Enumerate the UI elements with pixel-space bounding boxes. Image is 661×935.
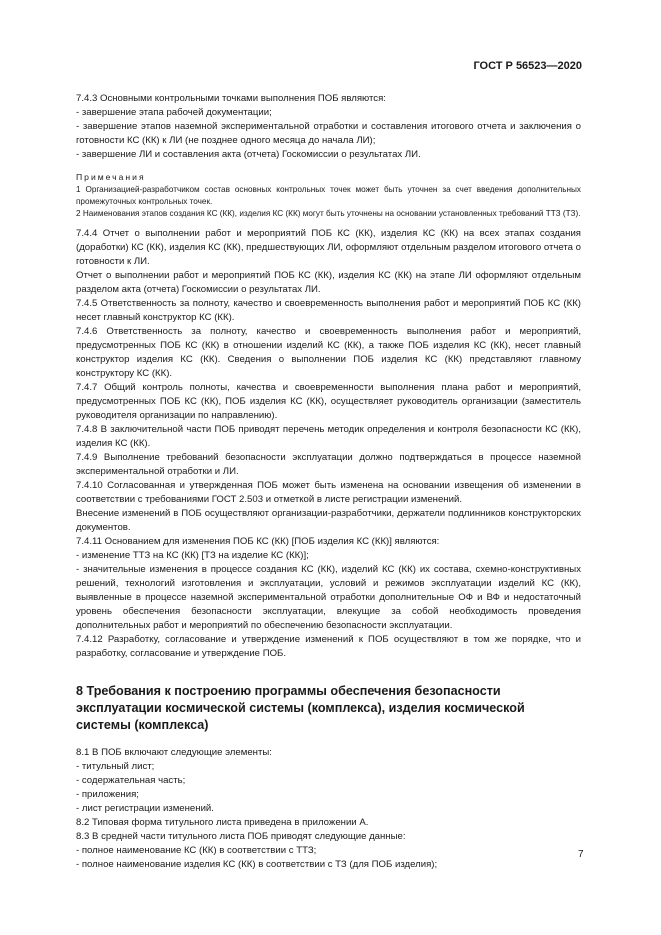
list-item: - изменение ТТЗ на КС (КК) [ТЗ на изделие КС (КК)]; — [76, 550, 309, 561]
paragraph: Внесение изменений в ПОБ осуществляют организации-разработчики, держатели подлинников конструкторских документов. — [76, 508, 581, 533]
list-item: - лист регистрации изменений. — [76, 803, 214, 814]
document-id: ГОСТ Р 56523—2020 — [473, 60, 582, 72]
paragraph: Отчет о выполнении работ и мероприятий ПОБ КС (КК), изделия КС (КК) на этапе ЛИ оформляют отдельным разделом акта (отчета) Госкомиссии о результатах ЛИ. — [76, 270, 581, 295]
note-item: 1 Организацией-разработчиком состав основных контрольных точек может быть уточнен за счет введения дополнительных промежуточных контрольных точек. — [76, 185, 581, 206]
list-item: - приложения; — [76, 789, 139, 800]
paragraph: 8.3 В средней части титульного листа ПОБ приводят следующие данные: — [76, 831, 406, 842]
list-item: - значительные изменения в процессе создания КС (КК), изделий КС (КК) их состава, схемно-конструктивных решений, технологий изготовления и эксплуатации, условий и режимов эксплуатации изделий КС (КК), выявленные в процессе наземной экспериментальной отработки дополнительные ОФ и ВФ и недостаточный уровень обеспечения безопасности эксплуатации, влекущие за собой необходимость проведения дополнительных работ и мероприятий по обеспечению безопасности эксплуатации. — [76, 564, 581, 631]
list-item: - содержательная часть; — [76, 775, 186, 786]
list-item: - завершение этапов наземной экспериментальной отработки и составления итогового отчета и заключения о готовности КС (КК) к ЛИ (не позднее одного месяца до начала ЛИ); — [76, 121, 581, 146]
paragraph: 7.4.12 Разработку, согласование и утверждение изменений к ПОБ осуществляют в том же порядке, что и разработку, согласование и утверждение ПОБ. — [76, 634, 581, 659]
paragraph: 7.4.3 Основными контрольными точками выполнения ПОБ являются: — [76, 93, 386, 104]
document-body — [76, 92, 581, 872]
paragraph: 8.2 Типовая форма титульного листа приведена в приложении А. — [76, 817, 369, 828]
paragraph: 7.4.4 Отчет о выполнении работ и мероприятий ПОБ КС (КК), изделия КС (КК) на всех этапах создания (доработки) КС (КК), изделия КС (КК), предшествующих ЛИ, оформляют отдельным разделом итогового отчета о готовности к ЛИ. — [76, 228, 581, 267]
list-item: - полное наименование КС (КК) в соответствии с ТТЗ; — [76, 845, 317, 856]
list-item: - завершение ЛИ и составления акта (отчета) Госкомиссии о результатах ЛИ. — [76, 149, 421, 160]
paragraph: 7.4.5 Ответственность за полноту, качество и своевременность выполнения работ и мероприятий ПОБ КС (КК) несет главный конструктор КС (КК). — [76, 298, 581, 323]
list-item: - завершение этапа рабочей документации; — [76, 107, 272, 118]
notes-title: Примечания — [76, 172, 146, 182]
note-item: 2 Наименования этапов создания КС (КК), изделия КС (КК) могут быть уточнены на основании установленных требований ТТЗ (ТЗ). — [76, 209, 581, 218]
paragraph: 8.1 В ПОБ включают следующие элементы: — [76, 747, 272, 758]
section-heading: 8 Требования к построению программы обеспечения безопасности эксплуатации космической системы (комплекса), изделия космической системы (комплекса) — [76, 684, 525, 732]
list-item: - полное наименование изделия КС (КК) в соответствии с ТЗ (для ПОБ изделия); — [76, 859, 438, 870]
paragraph: 7.4.6 Ответственность за полноту, качество и своевременность выполнения работ и мероприятий, предусмотренных ПОБ КС (КК) в отношении изделий КС (КК), а также ПОБ изделия КС (КК), несет главный конструктор изделия КС (КК). Сведения о выполнении ПОБ изделия КС (КК) представляют главному конструктору КС (КК). — [76, 326, 581, 379]
page-number: 7 — [578, 849, 584, 860]
list-item: - титульный лист; — [76, 761, 155, 772]
paragraph: 7.4.11 Основанием для изменения ПОБ КС (КК) [ПОБ изделия КС (КК)] являются: — [76, 536, 440, 547]
paragraph: 7.4.9 Выполнение требований безопасности эксплуатации должно подтверждаться в процессе наземной экспериментальной отработки и ЛИ. — [76, 452, 581, 477]
paragraph: 7.4.7 Общий контроль полноты, качества и своевременности выполнения плана работ и мероприятий, предусмотренных ПОБ КС (КК), ПОБ изделия КС (КК), осуществляет руководитель организации (заместитель руководителя организации по направлению). — [76, 382, 581, 421]
paragraph: 7.4.8 В заключительной части ПОБ приводят перечень методик определения и контроля безопасности КС (КК), изделия КС (КК). — [76, 424, 581, 449]
paragraph: 7.4.10 Согласованная и утвержденная ПОБ может быть изменена на основании извещения об изменении в соответствии с требованиями ГОСТ 2.503 и отметкой в листе регистрации изменений. — [76, 480, 581, 505]
